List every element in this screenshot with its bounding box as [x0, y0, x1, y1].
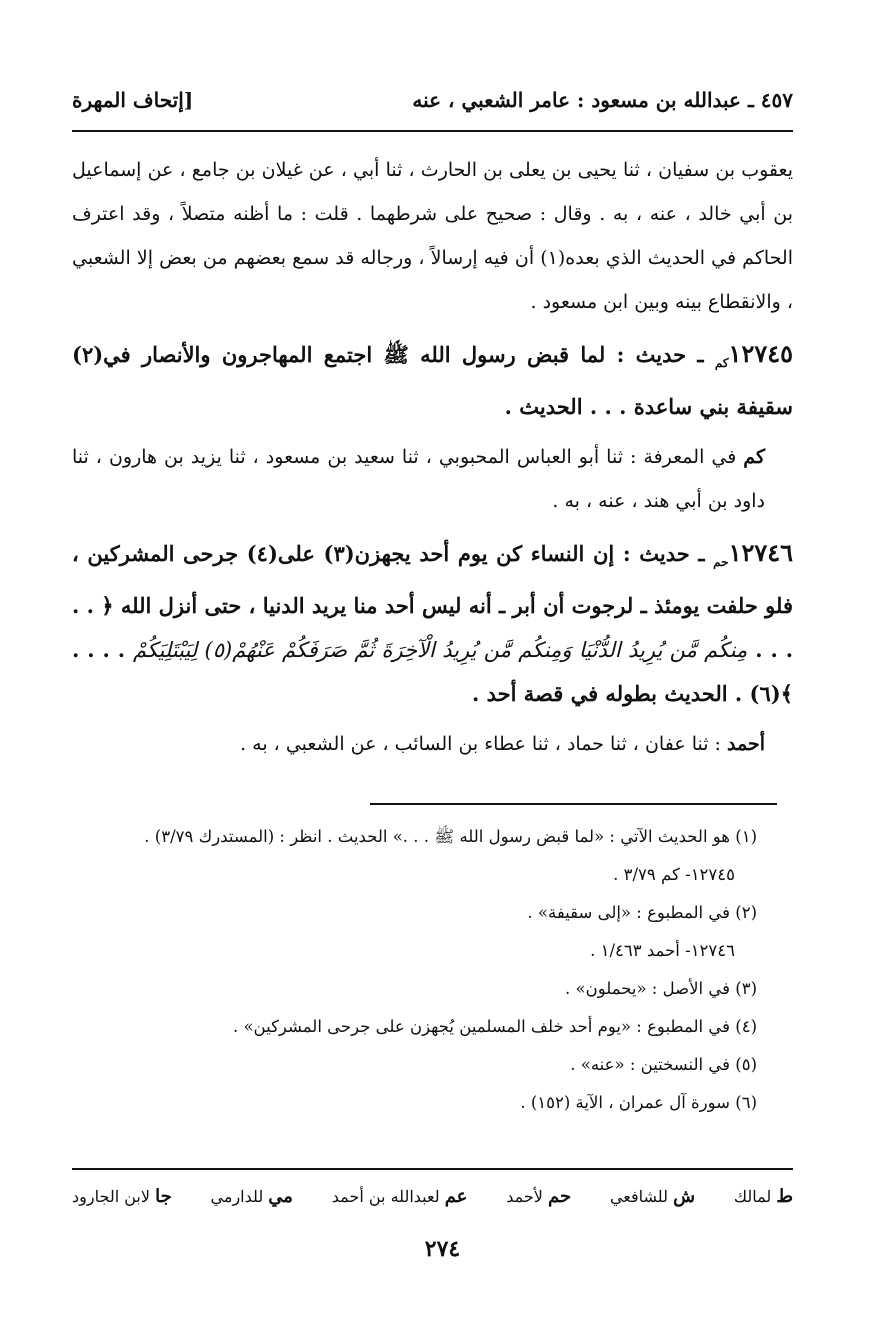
- abbrev-item: حم لأحمد: [506, 1186, 572, 1207]
- main-text: [72, 148, 793, 766]
- source-label: أحمد: [727, 733, 765, 756]
- abbrev-item: عم لعبدالله بن أحمد: [331, 1186, 468, 1207]
- source-label: كم: [743, 446, 765, 469]
- footnote: (٢) في المطبوع : «إلى سقيفة» .: [527, 903, 757, 922]
- abbrev-rule: [72, 1168, 793, 1170]
- quran-quote: مِنكُم مَّن يُرِيدُ الدُّنْيَا وَمِنكُم مَّن يُرِيدُ الْآخِرَةَ ثُمَّ صَرَفَكُمْ عَنْهُمْ(٥) لِيَبْتَلِيَكُمْ: [132, 638, 748, 663]
- book-title: [إتحاف المهرة: [72, 88, 194, 112]
- hadith-source-symbol: حم: [713, 555, 729, 570]
- page-number: ٢٧٤: [424, 1236, 461, 1262]
- abbrev-item: مي للدارمي: [210, 1186, 293, 1207]
- hadith-number: ١٢٧٤٥: [728, 339, 793, 368]
- isnad-line: [72, 435, 793, 523]
- hadith-tail: . . . . ﴾(٦) . الحديث بطوله في قصة أحد .: [72, 637, 793, 707]
- hadith-source-symbol: كم: [714, 356, 729, 371]
- hadith-entry: [72, 332, 793, 429]
- hadith-number: ١٢٧٤٦: [728, 538, 794, 568]
- footnote: (٣) في الأصل : «يحملون» .: [565, 979, 757, 998]
- footnote-rule: [370, 803, 777, 805]
- hadith-entry: [72, 531, 793, 716]
- isnad-text: في المعرفة : ثنا أبو العباس المحبوبي ، ثنا سعيد بن مسعود ، ثنا يزيد بن هارون ، ثنا داود بن أبي هند ، عنه ، به .: [72, 446, 765, 513]
- footnote: (٦) سورة آل عمران ، الآية (١٥٢) .: [520, 1093, 757, 1112]
- hadith-text: ـ حديث : لما قبض رسول الله ﷺ اجتمع المهاجرون والأنصار في(٢) سقيفة بني ساعدة . . . الحديث .: [72, 342, 793, 420]
- footnote-reference: ١٢٧٤٦- أحمد ١/٤٦٣ .: [590, 941, 735, 960]
- abbreviation-key: [72, 1186, 793, 1207]
- footnote: (٥) في النسختين : «عنه» .: [570, 1055, 757, 1074]
- paragraph: يعقوب بن سفيان ، ثنا يحيى بن يعلى بن الحارث ، ثنا أبي ، عن غيلان بن جامع ، عن إسماعيل بن أبي خالد ، عنه ، به . وقال : صحيح على شرطهما . قلت : ما أظنه متصلاً ، وقد اعترف الحاكم في الحديث الذي بعده(١) أن فيه إرسالاً ، ورجاله قد سمع بعضهم من بعض إلا الشعبي ، والانقطاع بينه وبين ابن مسعود .: [72, 159, 793, 313]
- footnote-reference: ١٢٧٤٥- كم ٣/٧٩ .: [613, 865, 735, 884]
- hadith-text: ـ حديث : إن النساء كن يوم أحد يجهزن(٣) على(٤) جرحى المشركين ، فلو حلفت يومئذ ـ لرجوت أن أبر ـ أنه ليس أحد منا يريد الدنيا ، حتى أنزل الله ﴿ . . . . .: [72, 541, 794, 663]
- chapter-title: ٤٥٧ ـ عبدالله بن مسعود : عامر الشعبي ، عنه: [412, 88, 793, 112]
- isnad-text: : ثنا عفان ، ثنا حماد ، ثنا عطاء بن السائب ، عن الشعبي ، به .: [240, 733, 721, 756]
- running-header: [72, 82, 793, 118]
- isnad-line: [72, 722, 793, 766]
- abbrev-item: ش للشافعي: [609, 1186, 696, 1207]
- abbrev-item: ط لمالك: [733, 1186, 793, 1207]
- footnote: (١) هو الحديث الآتي : «لما قبض رسول الله ﷺ . . .» الحديث . انظر : (المستدرك ٣/٧٩) .: [144, 827, 757, 846]
- header-rule: [72, 130, 793, 132]
- footnote: (٤) في المطبوع : «يوم أحد خلف المسلمين يُجهزن على جرحى المشركين» .: [232, 1017, 757, 1036]
- footnotes: [72, 818, 757, 1122]
- abbrev-item: جا لابن الجارود: [72, 1186, 172, 1207]
